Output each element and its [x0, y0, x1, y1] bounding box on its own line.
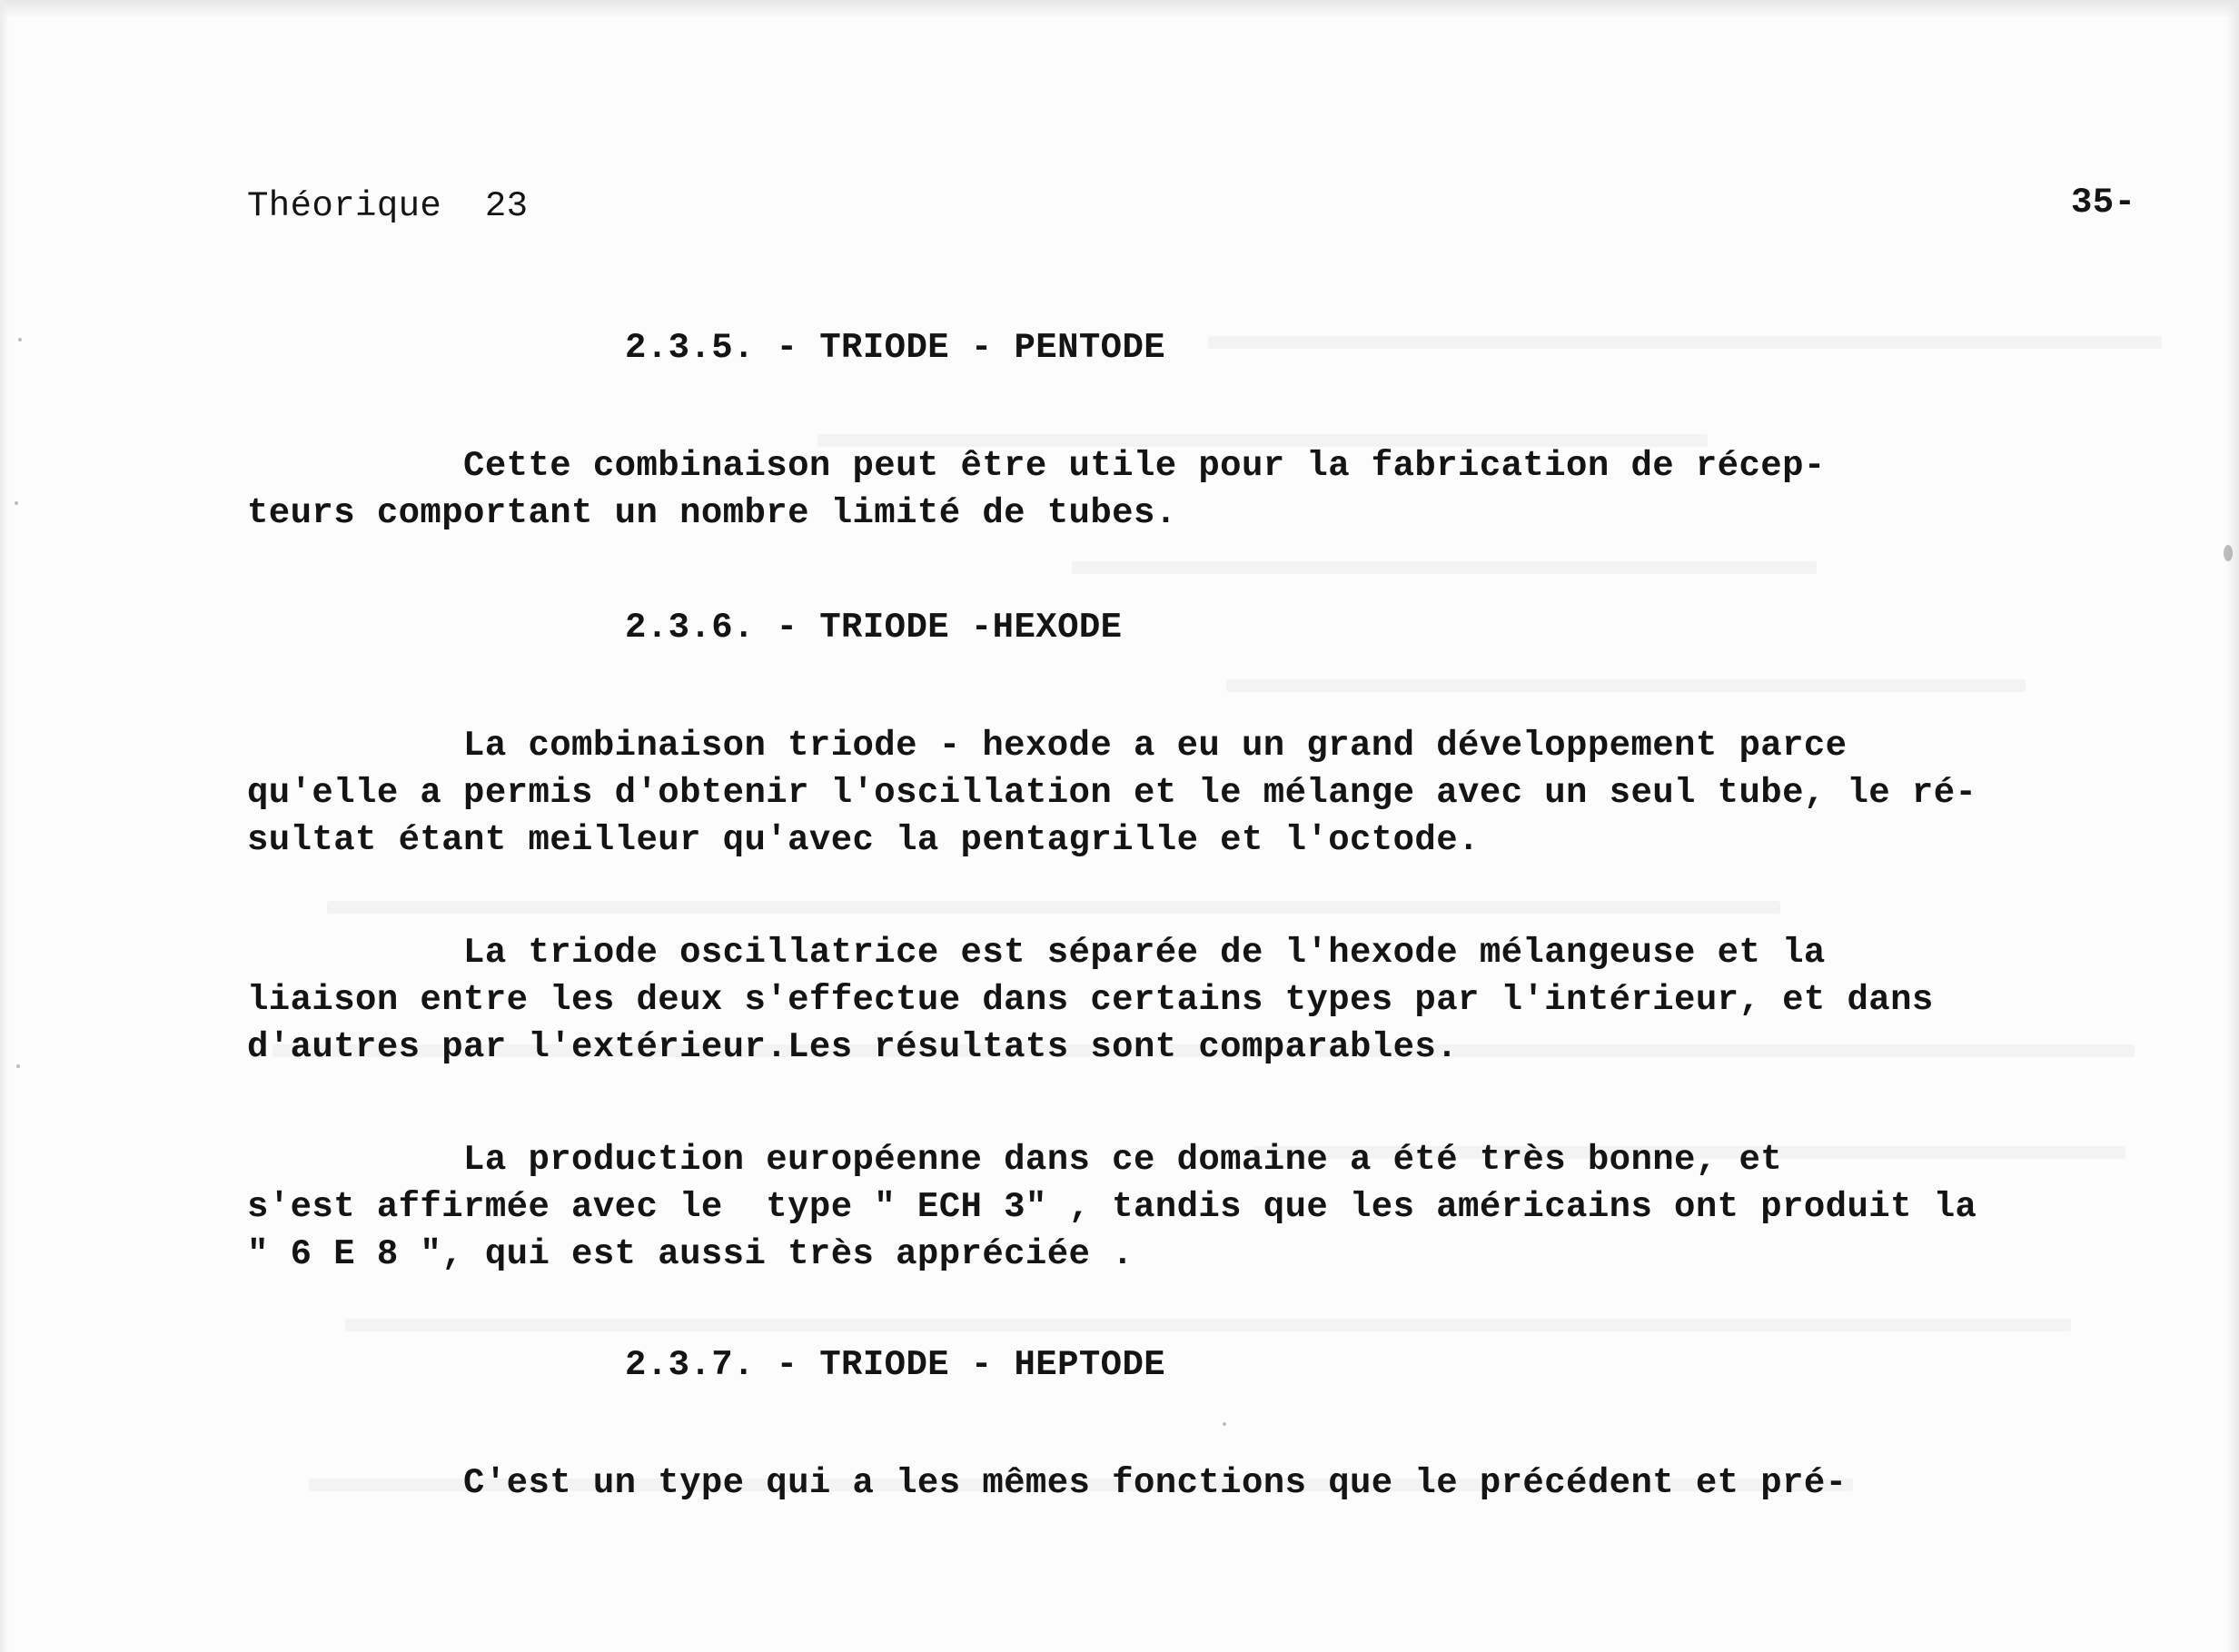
body-line: liaison entre les deux s'effectue dans certains types par l'intérieur, et dans [247, 980, 1934, 1020]
body-line: teurs comportant un nombre limité de tubes. [247, 493, 1177, 533]
body-line: Cette combinaison peut être utile pour la fabrication de récep- [247, 446, 1826, 486]
body-line: La triode oscillatrice est séparée de l'hexode mélangeuse et la [247, 933, 1826, 973]
scan-speck [18, 338, 22, 341]
scan-edge-left [0, 0, 9, 1652]
bleed-through-mark [1072, 561, 1817, 574]
body-line: qu'elle a permis d'obtenir l'oscillation et le mélange avec un seul tube, le ré- [247, 773, 1977, 813]
scan-speck [1223, 1422, 1226, 1426]
body-line: d'autres par l'extérieur.Les résultats sont comparables. [247, 1027, 1459, 1067]
body-line: " 6 E 8 ", qui est aussi très appréciée . [247, 1234, 1134, 1274]
body-line: s'est affirmée avec le type " ECH 3" , tandis que les américains ont produit la [247, 1187, 1977, 1227]
bleed-through-mark [345, 1319, 2071, 1331]
bleed-through-mark [1226, 679, 2026, 692]
page-number: 35- [2071, 183, 2136, 223]
section-heading-2-3-6: 2.3.6. - TRIODE -HEXODE [625, 608, 1123, 648]
bleed-through-mark [327, 901, 1780, 914]
section-heading-2-3-5: 2.3.5. - TRIODE - PENTODE [625, 328, 1166, 368]
scan-edge-top [0, 0, 2239, 18]
scan-speck [2224, 545, 2233, 561]
scan-edge-right [2226, 0, 2239, 1652]
body-line: La combinaison triode - hexode a eu un grand développement parce [247, 726, 1848, 766]
body-line: La production européenne dans ce domaine a été très bonne, et [247, 1140, 1783, 1180]
body-line: C'est un type qui a les mêmes fonctions que le précédent et pré- [247, 1463, 1848, 1503]
scan-speck [16, 1064, 20, 1068]
scan-speck [15, 501, 18, 505]
section-heading-2-3-7: 2.3.7. - TRIODE - HEPTODE [625, 1345, 1166, 1385]
bleed-through-mark [1208, 336, 2162, 349]
body-line: sultat étant meilleur qu'avec la pentagrille et l'octode. [247, 820, 1480, 860]
running-header-left: Théorique 23 [247, 186, 529, 226]
